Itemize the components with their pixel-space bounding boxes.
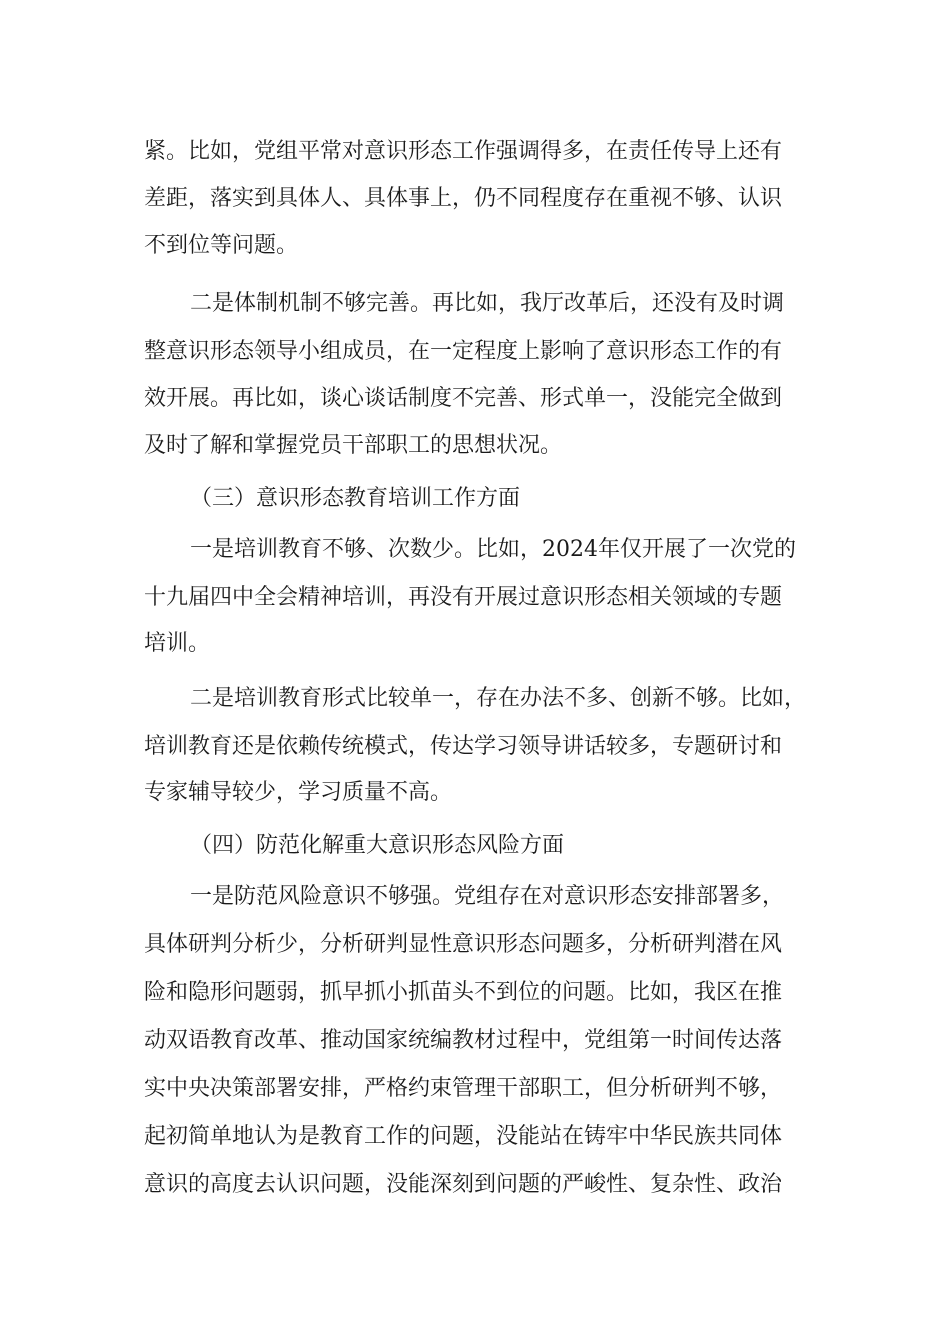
paragraph-line: 培训教育还是依赖传统模式，传达学习领导讲话较多，专题研讨和 <box>144 734 783 759</box>
paragraph-line: 起初简单地认为是教育工作的问题，没能站在铸牢中华民族共同体 <box>144 1124 783 1149</box>
paragraph-line: 一是防范风险意识不够强。党组存在对意识形态安排部署多， <box>190 884 785 909</box>
paragraph-line: 整意识形态领导小组成员，在一定程度上影响了意识形态工作的有 <box>144 339 783 364</box>
section-heading: （三）意识形态教育培训工作方面 <box>190 486 521 511</box>
section-heading: （四）防范化解重大意识形态风险方面 <box>190 833 565 858</box>
paragraph-line: 专家辅导较少，学习质量不高。 <box>144 780 453 805</box>
paragraph-line: 不到位等问题。 <box>144 233 299 258</box>
paragraph-line: 差距，落实到具体人、具体事上，仍不同程度存在重视不够、认识 <box>144 186 783 211</box>
paragraph-line: 二是体制机制不够完善。再比如，我厅改革后，还没有及时调 <box>190 291 785 316</box>
paragraph-line: 一是培训教育不够、次数少。比如，2024年仅开展了一次党的 <box>190 537 796 562</box>
paragraph-line: 意识的高度去认识问题，没能深刻到问题的严峻性、复杂性、政治 <box>144 1172 783 1197</box>
paragraph-line: 及时了解和掌握党员干部职工的思想状况。 <box>144 433 563 458</box>
paragraph-line: 紧。比如，党组平常对意识形态工作强调得多，在责任传导上还有 <box>144 139 783 164</box>
paragraph-line: 具体研判分析少，分析研判显性意识形态问题多，分析研判潜在风 <box>144 932 783 957</box>
paragraph-line: 十九届四中全会精神培训，再没有开展过意识形态相关领域的专题 <box>144 585 783 610</box>
paragraph-line: 险和隐形问题弱，抓早抓小抓苗头不到位的问题。比如，我区在推 <box>144 980 783 1005</box>
paragraph-line: 二是培训教育形式比较单一，存在办法不多、创新不够。比如， <box>190 686 807 711</box>
paragraph-line: 实中央决策部署安排，严格约束管理干部职工，但分析研判不够， <box>144 1076 783 1101</box>
paragraph-line: 效开展。再比如，谈心谈话制度不完善、形式单一，没能完全做到 <box>144 386 783 411</box>
paragraph-line: 动双语教育改革、推动国家统编教材过程中，党组第一时间传达落 <box>144 1028 783 1053</box>
paragraph-line: 培训。 <box>144 631 211 656</box>
